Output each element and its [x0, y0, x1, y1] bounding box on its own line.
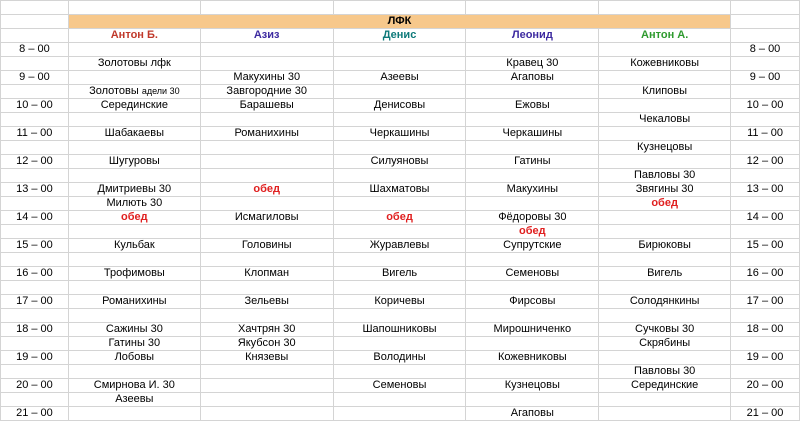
schedule-cell[interactable]: [200, 379, 333, 393]
schedule-cell[interactable]: Ежовы: [466, 99, 599, 113]
schedule-cell[interactable]: [68, 141, 200, 155]
schedule-cell[interactable]: [68, 309, 200, 323]
schedule-cell[interactable]: [333, 57, 466, 71]
table-row: [1, 71, 800, 85]
schedule-cell[interactable]: [333, 85, 466, 99]
schedule-cell[interactable]: Силуяновы: [333, 155, 466, 169]
schedule-cell[interactable]: [466, 113, 599, 127]
time-cell[interactable]: 17 – 00: [1, 295, 69, 309]
schedule-cell[interactable]: Кравец 30: [466, 57, 599, 71]
schedule-cell[interactable]: Фирсовы: [466, 295, 599, 309]
schedule-cell[interactable]: [333, 253, 466, 267]
schedule-cell[interactable]: [68, 113, 200, 127]
schedule-cell[interactable]: [200, 281, 333, 295]
time-cell-right[interactable]: [731, 309, 800, 323]
schedule-cell[interactable]: [599, 253, 731, 267]
time-cell-right[interactable]: 13 – 00: [731, 183, 800, 197]
schedule-cell[interactable]: [466, 309, 599, 323]
schedule-cell[interactable]: [599, 211, 731, 225]
schedule-cell[interactable]: Исмагиловы: [200, 211, 333, 225]
schedule-cell[interactable]: [333, 337, 466, 351]
table-row: [1, 197, 800, 211]
column-header[interactable]: Денис: [333, 29, 466, 43]
time-cell-right[interactable]: [731, 57, 800, 71]
time-cell-right[interactable]: [731, 281, 800, 295]
schedule-cell[interactable]: Кузнецовы: [599, 141, 731, 155]
schedule-cell[interactable]: Чекаловы: [599, 113, 731, 127]
schedule-cell[interactable]: [333, 309, 466, 323]
schedule-cell[interactable]: Скрябины: [599, 337, 731, 351]
table-row: [1, 267, 800, 281]
table-row: [1, 57, 800, 71]
time-cell[interactable]: 13 – 00: [1, 183, 69, 197]
time-cell[interactable]: 11 – 00: [1, 127, 69, 141]
time-cell-right[interactable]: 11 – 00: [731, 127, 800, 141]
schedule-cell[interactable]: [333, 393, 466, 407]
schedule-cell[interactable]: Романихины: [68, 295, 200, 309]
schedule-cell[interactable]: [333, 43, 466, 57]
table-row: [1, 43, 800, 57]
schedule-cell[interactable]: Якубсон 30: [200, 337, 333, 351]
schedule-cell[interactable]: Журавлевы: [333, 239, 466, 253]
time-cell[interactable]: [1, 365, 69, 379]
schedule-cell[interactable]: Серединские: [599, 379, 731, 393]
time-cell-right[interactable]: 20 – 00: [731, 379, 800, 393]
time-cell[interactable]: 18 – 00: [1, 323, 69, 337]
table-row: [1, 155, 800, 169]
schedule-cell[interactable]: Шугуровы: [68, 155, 200, 169]
time-cell[interactable]: 10 – 00: [1, 99, 69, 113]
column-header[interactable]: Антон А.: [599, 29, 731, 43]
schedule-cell[interactable]: Азеевы: [68, 393, 200, 407]
schedule-cell[interactable]: [466, 197, 599, 211]
schedule-cell[interactable]: [200, 225, 333, 239]
time-cell[interactable]: 8 – 00: [1, 43, 69, 57]
schedule-cell[interactable]: Вигель: [333, 267, 466, 281]
schedule-cell[interactable]: Золотовы лфк: [68, 57, 200, 71]
schedule-cell[interactable]: обед: [200, 183, 333, 197]
time-cell-right[interactable]: 8 – 00: [731, 43, 800, 57]
schedule-cell[interactable]: [200, 113, 333, 127]
schedule-cell[interactable]: обед: [68, 211, 200, 225]
schedule-cell[interactable]: [68, 43, 200, 57]
grid-cell[interactable]: [731, 1, 800, 15]
schedule-cell[interactable]: [599, 225, 731, 239]
schedule-cell[interactable]: [200, 169, 333, 183]
schedule-cell[interactable]: Азеевы: [333, 71, 466, 85]
schedule-cell[interactable]: Гатины 30: [68, 337, 200, 351]
table-row: [1, 365, 800, 379]
schedule-cell[interactable]: Агаповы: [466, 71, 599, 85]
schedule-cell[interactable]: [466, 169, 599, 183]
schedule-cell[interactable]: Кожевниковы: [599, 57, 731, 71]
schedule-cell[interactable]: [200, 309, 333, 323]
schedule-cell[interactable]: [599, 71, 731, 85]
time-cell[interactable]: 20 – 00: [1, 379, 69, 393]
schedule-cell[interactable]: [466, 393, 599, 407]
time-cell[interactable]: [1, 281, 69, 295]
schedule-cell[interactable]: [333, 225, 466, 239]
table-row: [1, 323, 800, 337]
schedule-cell[interactable]: Клиповы: [599, 85, 731, 99]
time-cell-right[interactable]: 14 – 00: [731, 211, 800, 225]
time-cell[interactable]: [1, 57, 69, 71]
table-row: [1, 85, 800, 99]
schedule-cell[interactable]: Супрутские: [466, 239, 599, 253]
schedule-cell[interactable]: [68, 365, 200, 379]
schedule-cell[interactable]: обед: [599, 197, 731, 211]
column-header[interactable]: Леонид: [466, 29, 599, 43]
schedule-cell[interactable]: Хачтрян 30: [200, 323, 333, 337]
schedule-cell[interactable]: [200, 141, 333, 155]
schedule-cell[interactable]: [200, 155, 333, 169]
time-cell-right[interactable]: [731, 393, 800, 407]
schedule-cell[interactable]: [333, 141, 466, 155]
time-cell-right[interactable]: [731, 337, 800, 351]
schedule-cell[interactable]: [599, 155, 731, 169]
schedule-cell[interactable]: Золотовы адели 30: [68, 85, 200, 99]
schedule-cell[interactable]: Серединские: [68, 99, 200, 113]
time-cell[interactable]: [1, 85, 69, 99]
grid-cell[interactable]: [333, 1, 466, 15]
schedule-cell[interactable]: обед: [333, 211, 466, 225]
schedule-cell[interactable]: [200, 365, 333, 379]
schedule-cell[interactable]: Сажины 30: [68, 323, 200, 337]
table-row: [1, 99, 800, 113]
schedule-cell[interactable]: [466, 141, 599, 155]
schedule-cell[interactable]: Солодянкины: [599, 295, 731, 309]
time-cell-right[interactable]: 21 – 00: [731, 407, 800, 421]
table-row: [1, 253, 800, 267]
schedule-cell[interactable]: Агаповы: [466, 407, 599, 421]
schedule-cell[interactable]: Гатины: [466, 155, 599, 169]
time-cell-right[interactable]: 9 – 00: [731, 71, 800, 85]
schedule-cell[interactable]: Мирошниченко: [466, 323, 599, 337]
table-row: [1, 127, 800, 141]
time-cell-right[interactable]: [731, 197, 800, 211]
grid-cell[interactable]: [1, 15, 69, 29]
time-cell[interactable]: 9 – 00: [1, 71, 69, 85]
schedule-cell[interactable]: Кожевниковы: [466, 351, 599, 365]
time-cell[interactable]: [1, 337, 69, 351]
schedule-cell[interactable]: [599, 43, 731, 57]
schedule-cell[interactable]: [466, 253, 599, 267]
column-header[interactable]: Азиз: [200, 29, 333, 43]
schedule-cell[interactable]: Шапошниковы: [333, 323, 466, 337]
schedule-cell[interactable]: Сучковы 30: [599, 323, 731, 337]
grid-cell[interactable]: [1, 29, 69, 43]
schedule-cell[interactable]: [599, 99, 731, 113]
schedule-cell[interactable]: [466, 281, 599, 295]
sheet-title[interactable]: ЛФК: [68, 15, 730, 29]
schedule-cell[interactable]: Денисовы: [333, 99, 466, 113]
schedule-cell[interactable]: Макухины 30: [200, 71, 333, 85]
schedule-cell[interactable]: [68, 281, 200, 295]
schedule-cell[interactable]: Барашевы: [200, 99, 333, 113]
grid-cell[interactable]: [1, 1, 69, 15]
schedule-cell[interactable]: [466, 43, 599, 57]
schedule-cell[interactable]: Кульбак: [68, 239, 200, 253]
time-cell[interactable]: 16 – 00: [1, 267, 69, 281]
schedule-cell[interactable]: Романихины: [200, 127, 333, 141]
schedule-cell[interactable]: Кузнецовы: [466, 379, 599, 393]
time-cell[interactable]: [1, 253, 69, 267]
time-cell-right[interactable]: [731, 225, 800, 239]
schedule-cell[interactable]: Павловы 30: [599, 169, 731, 183]
schedule-cell[interactable]: Семеновы: [333, 379, 466, 393]
schedule-cell[interactable]: [599, 127, 731, 141]
time-cell-right[interactable]: [731, 169, 800, 183]
table-row: [1, 225, 800, 239]
time-cell[interactable]: [1, 197, 69, 211]
table-row: [1, 211, 800, 225]
grid-cell[interactable]: [731, 29, 800, 43]
column-header[interactable]: Антон Б.: [68, 29, 200, 43]
schedule-cell[interactable]: [333, 365, 466, 379]
schedule-cell[interactable]: [466, 85, 599, 99]
time-cell-right[interactable]: [731, 141, 800, 155]
table-row: [1, 239, 800, 253]
table-row: [1, 295, 800, 309]
time-cell[interactable]: [1, 225, 69, 239]
time-cell-right[interactable]: 17 – 00: [731, 295, 800, 309]
time-cell-right[interactable]: 12 – 00: [731, 155, 800, 169]
grid-cell[interactable]: [466, 1, 599, 15]
table-row: [1, 183, 800, 197]
grid-cell[interactable]: [200, 1, 333, 15]
schedule-cell[interactable]: [466, 337, 599, 351]
schedule-cell[interactable]: Клопман: [200, 267, 333, 281]
time-cell-right[interactable]: [731, 85, 800, 99]
schedule-cell[interactable]: [333, 113, 466, 127]
schedule-cell[interactable]: Князевы: [200, 351, 333, 365]
time-cell[interactable]: 14 – 00: [1, 211, 69, 225]
time-cell-right[interactable]: [731, 113, 800, 127]
schedule-cell[interactable]: [200, 197, 333, 211]
time-cell-right[interactable]: [731, 365, 800, 379]
schedule-cell[interactable]: [599, 309, 731, 323]
schedule-cell[interactable]: Милють 30: [68, 197, 200, 211]
schedule-cell[interactable]: [68, 71, 200, 85]
schedule-cell[interactable]: Головины: [200, 239, 333, 253]
schedule-cell[interactable]: [200, 253, 333, 267]
time-cell[interactable]: [1, 169, 69, 183]
table-row: [1, 141, 800, 155]
schedule-cell[interactable]: [333, 281, 466, 295]
schedule-cell[interactable]: Макухины: [466, 183, 599, 197]
table-row: [1, 351, 800, 365]
schedule-cell[interactable]: [333, 169, 466, 183]
grid-cell[interactable]: [599, 1, 731, 15]
schedule-cell[interactable]: Лобовы: [68, 351, 200, 365]
schedule-cell[interactable]: Трофимовы: [68, 267, 200, 281]
schedule-cell[interactable]: [466, 365, 599, 379]
schedule-cell[interactable]: [200, 393, 333, 407]
time-cell[interactable]: 12 – 00: [1, 155, 69, 169]
schedule-cell[interactable]: [68, 253, 200, 267]
time-cell-right[interactable]: 15 – 00: [731, 239, 800, 253]
schedule-cell[interactable]: Звягины 30: [599, 183, 731, 197]
schedule-cell[interactable]: Шахматовы: [333, 183, 466, 197]
schedule-cell[interactable]: Бирюковы: [599, 239, 731, 253]
table-row: [1, 281, 800, 295]
schedule-cell[interactable]: [200, 43, 333, 57]
time-cell[interactable]: [1, 113, 69, 127]
time-cell[interactable]: 19 – 00: [1, 351, 69, 365]
schedule-cell[interactable]: Павловы 30: [599, 365, 731, 379]
time-cell-right[interactable]: 16 – 00: [731, 267, 800, 281]
time-cell-right[interactable]: [731, 253, 800, 267]
schedule-cell[interactable]: Фёдоровы 30: [466, 211, 599, 225]
grid-cell[interactable]: [731, 15, 800, 29]
table-row: [1, 393, 800, 407]
time-cell-right[interactable]: 18 – 00: [731, 323, 800, 337]
time-cell[interactable]: 15 – 00: [1, 239, 69, 253]
grid-cell[interactable]: [68, 1, 200, 15]
schedule-cell[interactable]: [599, 351, 731, 365]
schedule-cell[interactable]: Володины: [333, 351, 466, 365]
schedule-cell[interactable]: [68, 169, 200, 183]
table-row: [1, 309, 800, 323]
schedule-cell[interactable]: Смирнова И. 30: [68, 379, 200, 393]
schedule-cell[interactable]: Дмитриевы 30: [68, 183, 200, 197]
schedule-cell[interactable]: Черкашины: [466, 127, 599, 141]
table-row: [1, 337, 800, 351]
time-cell-right[interactable]: 19 – 00: [731, 351, 800, 365]
schedule-cell[interactable]: [599, 281, 731, 295]
schedule-cell[interactable]: Вигель: [599, 267, 731, 281]
schedule-cell[interactable]: Завгородние 30: [200, 85, 333, 99]
schedule-cell[interactable]: [599, 393, 731, 407]
schedule-cell[interactable]: обед: [466, 225, 599, 239]
schedule-cell[interactable]: Зельевы: [200, 295, 333, 309]
schedule-cell[interactable]: [200, 57, 333, 71]
time-cell[interactable]: [1, 141, 69, 155]
schedule-cell[interactable]: [333, 197, 466, 211]
time-cell[interactable]: [1, 309, 69, 323]
schedule-cell[interactable]: [68, 225, 200, 239]
time-cell[interactable]: [1, 393, 69, 407]
schedule-cell[interactable]: Коричевы: [333, 295, 466, 309]
time-cell-right[interactable]: 10 – 00: [731, 99, 800, 113]
table-row: [1, 169, 800, 183]
schedule-cell[interactable]: Черкашины: [333, 127, 466, 141]
table-row: [1, 379, 800, 393]
schedule-cell[interactable]: Семеновы: [466, 267, 599, 281]
table-row: [1, 113, 800, 127]
time-cell[interactable]: 21 – 00: [1, 407, 69, 421]
schedule-cell[interactable]: Шабакаевы: [68, 127, 200, 141]
